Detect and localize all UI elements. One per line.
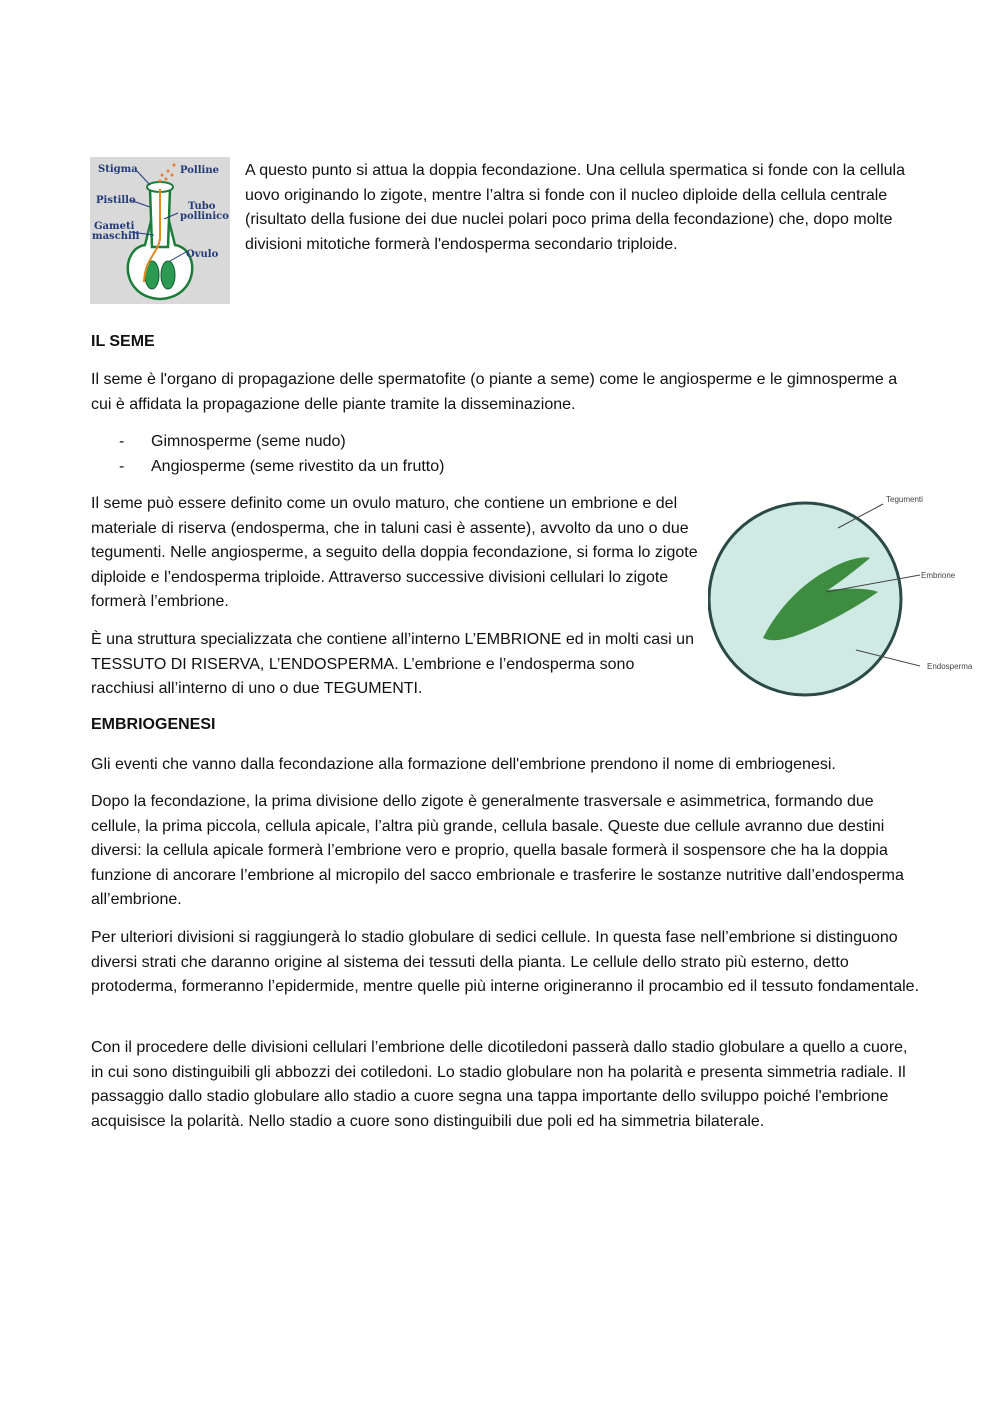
pistil-diagram	[90, 157, 230, 304]
seme-definition-paragraph: Il seme può essere definito come un ovulo maturo, che contiene un embrione e del materiale di riserva (endosperma, che in taluni casi è assente), avvolto da uno o due tegumenti. Nelle angiosperme, a seguito della doppia fecondazione, si forma lo zigote diploide e l’endosperma triploide. Attraverso successive divisioni cellulari lo zigote formerà l’embrione.	[91, 495, 698, 611]
label-endosperma: Endosperma	[927, 662, 973, 671]
list-item	[91, 430, 691, 455]
embriogenesi-paragraph-3: Per ulteriori divisioni si raggiungerà lo stadio globulare di sedici cellule. In questa fase nell’embrione si distinguono diversi strati che daranno origine al sistema dei tessuti della pianta. Le cellule dello strato più esterno, detto protoderma, formeranno l’epidermide, mentre quelle più interne origineranno il procambio ed il tessuto fondamentale.	[91, 929, 920, 996]
list-marker: -	[119, 433, 125, 450]
list-marker: -	[119, 457, 125, 475]
heading-il-seme: IL SEME	[91, 333, 155, 350]
label-ovulo: Ovulo	[186, 249, 219, 260]
label-tubo: Tubo	[188, 201, 216, 212]
list-item-text: Gimnosperme (seme nudo)	[151, 433, 346, 450]
label-stigma: Stigma	[98, 164, 138, 175]
embriogenesi-paragraph-4: Con il procedere delle divisioni cellulari l’embrione delle dicotiledoni passerà dallo stadio globulare a quello a cuore, in cui sono distinguibili gli abbozzi dei cotiledoni. Lo stadio globulare non ha polarità e presenta simmetria radiale. Il passaggio dallo stadio globulare allo stadio a cuore segna una tappa importante dello sviluppo poiché l'embrione acquisisce la polarità. Nello stadio a cuore sono distinguibili due poli ed ha simmetria bilaterale.	[91, 1039, 908, 1130]
label-polline: Polline	[180, 165, 219, 176]
label-tegumenti: Tegumenti	[886, 495, 923, 504]
label-embrione: Embrione	[921, 571, 956, 580]
label-maschili: maschili	[92, 231, 140, 242]
label-gameti: Gameti	[94, 221, 135, 232]
label-pollinico: pollinico	[180, 211, 229, 222]
embriogenesi-paragraph-2: Dopo la fecondazione, la prima divisione dello zigote è generalmente trasversale e asimmetrica, formando due cellule, la prima piccola, cellula apicale, l’altra più grande, cellula basale. Queste due cellule avranno due destini diversi: la cellula apicale formerà l’embrione vero e proprio, quella basale formerà il sospensore che ha la doppia funzione di ancorare l’embrione al micropilo del sacco embrionale e trasferire le sostanze nutritive dall’endosperma all’embrione.	[91, 793, 904, 909]
seme-type-list	[91, 430, 691, 479]
seed-diagram	[708, 488, 978, 703]
list-item	[91, 455, 691, 480]
label-pistillo: Pistillo	[96, 195, 136, 206]
list-item-text: Angiosperme (seme rivestito da un frutto)	[151, 457, 445, 475]
embriogenesi-paragraph-1: Gli eventi che vanno dalla fecondazione alla formazione dell'embrione prendono il nome di embriogenesi.	[91, 756, 836, 773]
seme-structure-paragraph: È una struttura specializzata che contiene all’interno L’EMBRIONE ed in molti casi un TESSUTO DI RISERVA, L’ENDOSPERMA. L’embrione e l’endosperma sono racchiusi all’interno di uno o due TEGUMENTI.	[91, 631, 694, 698]
intro-paragraph: A questo punto si attua la doppia fecondazione. Una cellula spermatica si fonde con la cellula uovo originando lo zigote, mentre l’altra si fonde con il nucleo diploide della cellula centrale (risultato della fusione dei due nuclei polari poco prima della fecondazione) che, dopo molte divisioni mitotiche formerà l'endosperma secondario triploide.	[245, 162, 905, 253]
seme-paragraph: Il seme è l'organo di propagazione delle spermatofite (o piante a seme) come le angiosperme e le gimnosperme a cui è affidata la propagazione delle piante tramite la disseminazione.	[91, 371, 898, 413]
heading-embriogenesi: EMBRIOGENESI	[91, 716, 216, 733]
ovule-right	[161, 261, 175, 289]
